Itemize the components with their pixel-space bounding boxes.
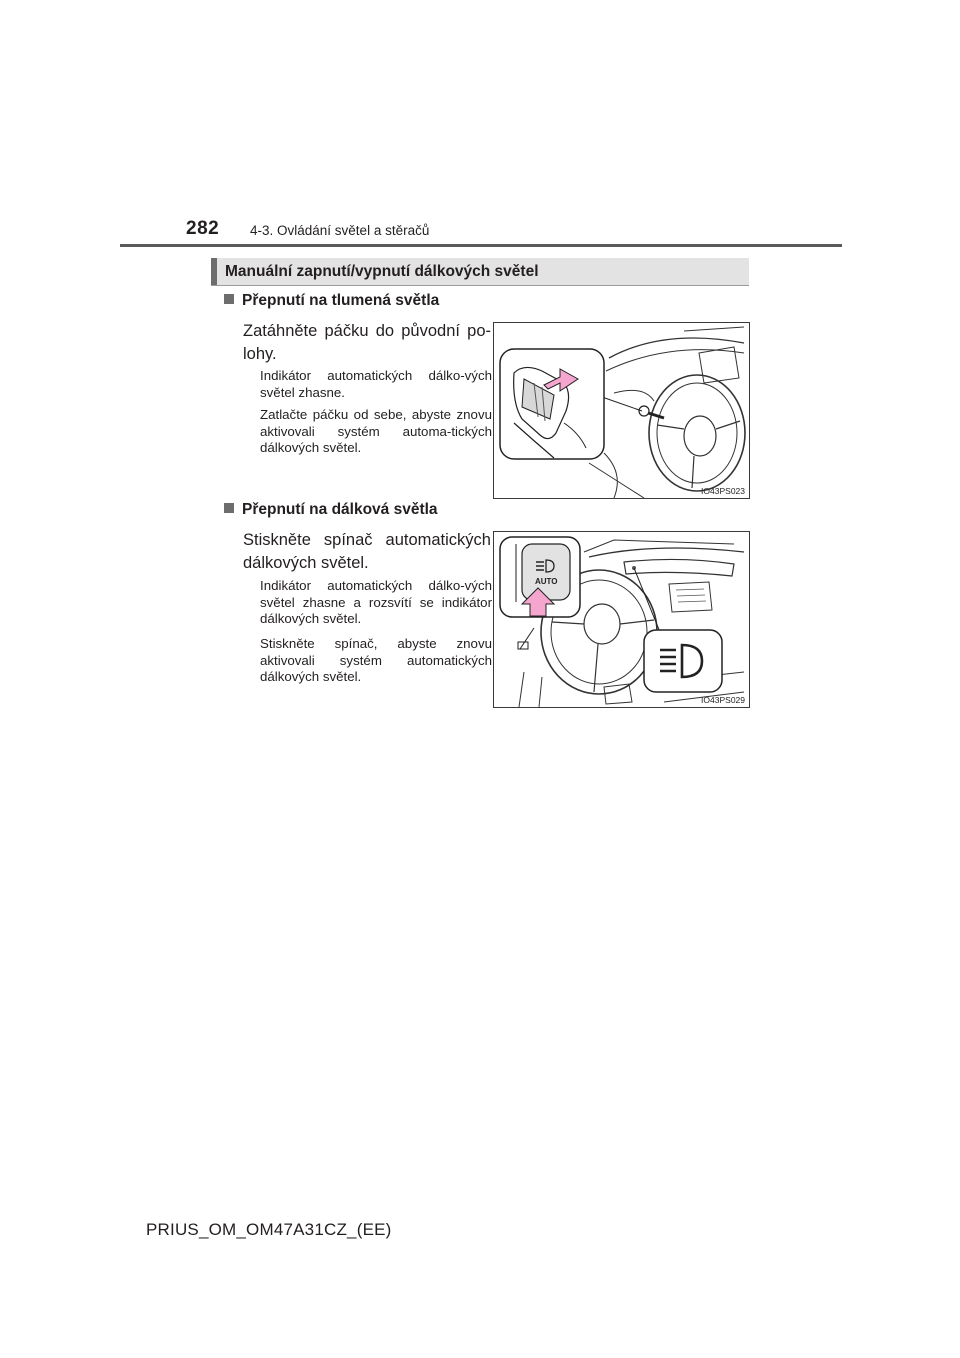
manual-code: PRIUS_OM_OM47A31CZ_(EE) xyxy=(146,1220,392,1239)
section-title: Manuální zapnutí/vypnutí dálkových světel xyxy=(225,263,539,280)
figure-code: IO43PS023 xyxy=(701,486,745,496)
auto-label: AUTO xyxy=(535,577,558,586)
note-high-beam-1: Indikátor automatických dálko-vých světel zhasne a rozsvítí se indikátor dálkových světel. xyxy=(260,578,492,626)
note-high-beam-2: Stiskněte spínač, abyste znovu aktivovali systém automatických dálkových světel. xyxy=(260,636,492,684)
figure-code: IO43PS029 xyxy=(701,695,745,705)
auto-switch-illustration xyxy=(494,532,749,707)
section-accent xyxy=(211,258,217,285)
lever-pull-illustration xyxy=(494,323,749,498)
subheading-low-beam xyxy=(224,292,439,310)
bullet-square-icon xyxy=(224,503,234,513)
subheading-high-beam-text: Přepnutí na dálková světla xyxy=(242,501,438,518)
note-low-beam-2: Zatlačte páčku od sebe, abyste znovu aktivovali systém automa-tických dálkových světel. xyxy=(260,407,492,455)
figure-lever-pull xyxy=(493,322,750,499)
figure-auto-switch xyxy=(493,531,750,708)
step-low-beam: Zatáhněte páčku do původní po-lohy. xyxy=(243,322,491,363)
subheading-high-beam xyxy=(224,501,438,519)
note-low-beam-1: Indikátor automatických dálko-vých světel zhasne. xyxy=(260,368,492,400)
section-header xyxy=(211,258,749,285)
step-high-beam: Stiskněte spínač automatických dálkových světel. xyxy=(243,531,491,572)
page-number: 282 xyxy=(186,218,220,239)
header-divider xyxy=(120,244,842,247)
section-underline xyxy=(211,285,749,286)
subheading-low-beam-text: Přepnutí na tlumená světla xyxy=(242,292,440,309)
chapter-title: 4-3. Ovládání světel a stěračů xyxy=(250,223,430,238)
bullet-square-icon xyxy=(224,294,234,304)
